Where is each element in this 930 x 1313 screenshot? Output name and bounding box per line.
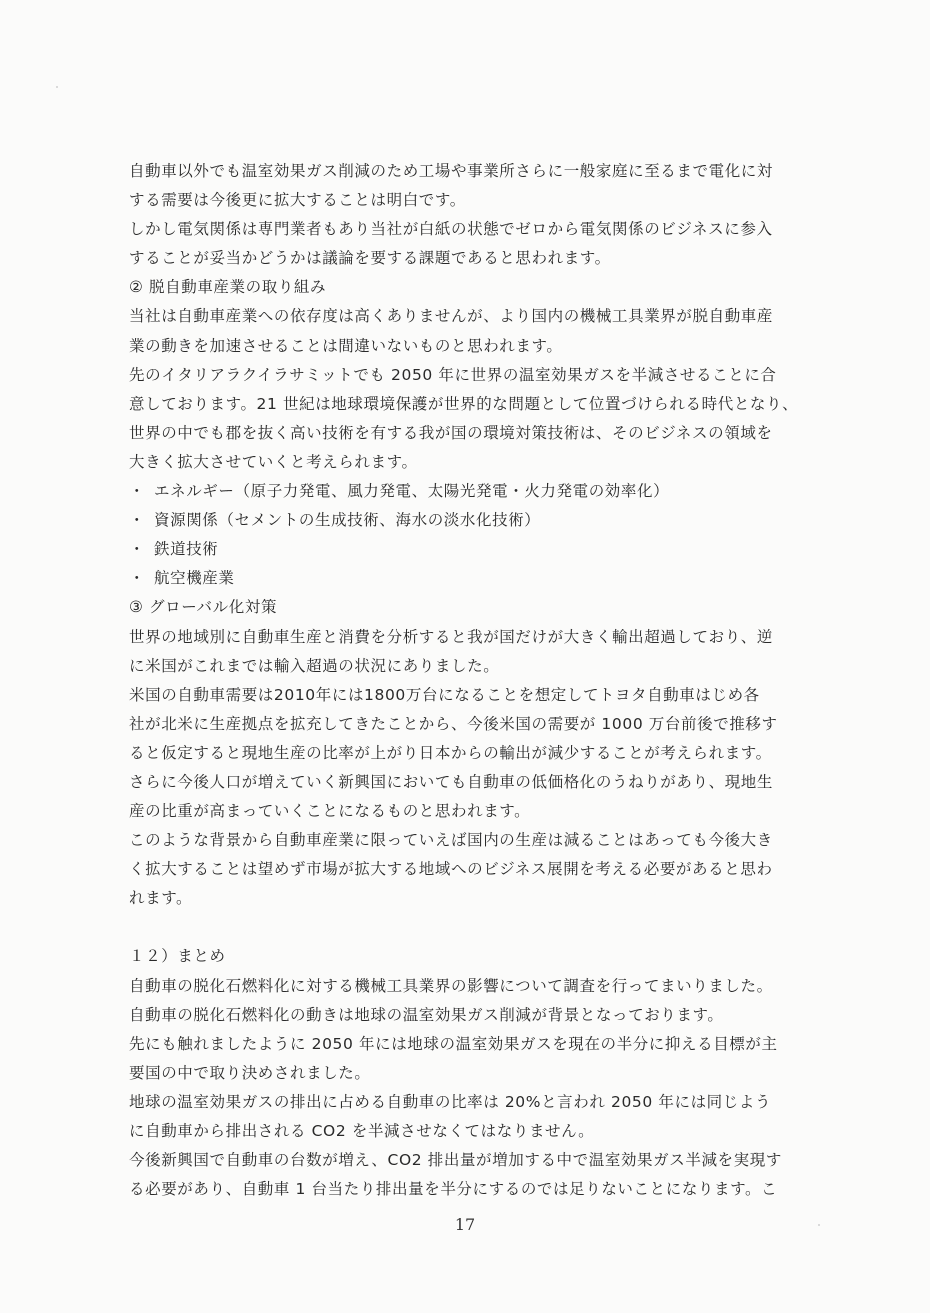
text-line: する需要は今後更に拡大することは明白です。 — [129, 191, 466, 210]
bullet-mark: ・ — [129, 482, 146, 501]
bullet-text: 資源関係（セメントの生成技術、海水の淡水化技術） — [154, 511, 541, 530]
body-text — [129, 157, 809, 1204]
text-line: 世界の地域別に自動車生産と消費を分析すると我が国だけが大きく輸出超過しており、逆 — [129, 627, 774, 646]
section-title: １２）まとめ — [129, 947, 226, 966]
text-line: 要国の中で取り決めされました。 — [129, 1063, 371, 1082]
text-line: ると仮定すると現地生産の比率が上がり日本からの輸出が減少することが考えられます。 — [129, 743, 772, 762]
text-line: れます。 — [129, 889, 193, 908]
bullet-text: 鉄道技術 — [154, 540, 219, 559]
bullet-item — [129, 477, 809, 506]
text-line: 当社は自動車産業への依存度は高くありませんが、より国内の機械工具業界が脱自動車産 — [129, 307, 774, 326]
bullet-mark: ・ — [129, 569, 146, 588]
scan-speck — [818, 1224, 820, 1226]
text-line: 自動車の脱化石燃料化に対する機械工具業界の影響について調査を行ってまいりました。 — [129, 976, 773, 995]
bullet-text: エネルギー（原子力発電、風力発電、太陽光発電・火力発電の効率化） — [154, 482, 670, 501]
bullet-item — [129, 506, 809, 535]
text-line: に米国がこれまでは輸入超過の状況にありました。 — [129, 656, 500, 675]
scan-speck — [56, 86, 58, 88]
text-line: 自動車の脱化石燃料化の動きは地球の温室効果ガス削減が背景となっております。 — [129, 1005, 724, 1024]
text-line: 社が北米に生産拠点を拡充してきたことから、今後米国の需要が 1000 万台前後で推移す — [129, 714, 778, 733]
bullet-mark: ・ — [129, 511, 146, 530]
bullet-text: 航空機産業 — [154, 569, 235, 588]
page-number: 17 — [454, 1215, 476, 1234]
text-line: 米国の自動車需要は2010年には1800万台になることを想定してトヨタ自動車はじめ各 — [129, 685, 760, 704]
text-line: 大きく拡大させていくと考えられます。 — [129, 452, 418, 471]
text-line: 世界の中でも郡を抜く高い技術を有する我が国の環境対策技術は、そのビジネスの領域を — [129, 423, 773, 442]
text-line: このような背景から自動車産業に限っていえば国内の生産は減ることはあっても今後大き — [129, 831, 773, 850]
text-line: 地球の温室効果ガスの排出に占める自動車の比率は 20%と言われ 2050 年には同じよう — [129, 1092, 772, 1111]
text-line: 意しております。21 世紀は地球環境保護が世界的な問題として位置づけられる時代となり、 — [129, 394, 799, 413]
subsection-heading: ② 脱自動車産業の取り組み — [129, 278, 327, 297]
text-line: さらに今後人口が増えていく新興国においても自動車の低価格化のうねりがあり、現地生 — [129, 772, 774, 791]
text-line: く拡大することは望めず市場が拡大する地域へのビジネス展開を考える必要があると思わ — [129, 860, 773, 879]
text-line: に自動車から排出される CO2 を半減させなくてはなりません。 — [129, 1122, 595, 1140]
bullet-item — [129, 564, 809, 593]
text-line: 業の動きを加速させることは間違いないものと思われます。 — [129, 336, 563, 355]
bullet-mark: ・ — [129, 540, 146, 559]
text-line: 産の比重が高まっていくことになるものと思われます。 — [129, 802, 531, 821]
text-line: る必要があり、自動車 1 台当たり排出量を半分にするのでは足りないことになります。こ — [129, 1180, 778, 1199]
text-line: 先にも触れましたように 2050 年には地球の温室効果ガスを現在の半分に抑える目標が主 — [129, 1034, 778, 1053]
text-line: 自動車以外でも温室効果ガス削減のため工場や事業所さらに一般家庭に至るまで電化に対 — [129, 162, 774, 180]
subsection-heading: ③ グローバル化対策 — [129, 598, 278, 617]
text-line: 今後新興国で自動車の台数が増え、CO2 排出量が増加する中で温室効果ガス半減を実現す — [129, 1151, 782, 1170]
text-line: することが妥当かどうかは議論を要する課題であると思われます。 — [129, 249, 611, 268]
bullet-item — [129, 535, 809, 564]
text-line: 先のイタリアラクイラサミットでも 2050 年に世界の温室効果ガスを半減させることに合 — [129, 365, 777, 384]
paragraph-gap — [129, 913, 809, 942]
text-line: しかし電気関係は専門業者もあり当社が白紙の状態でゼロから電気関係のビジネスに参入 — [129, 220, 773, 239]
